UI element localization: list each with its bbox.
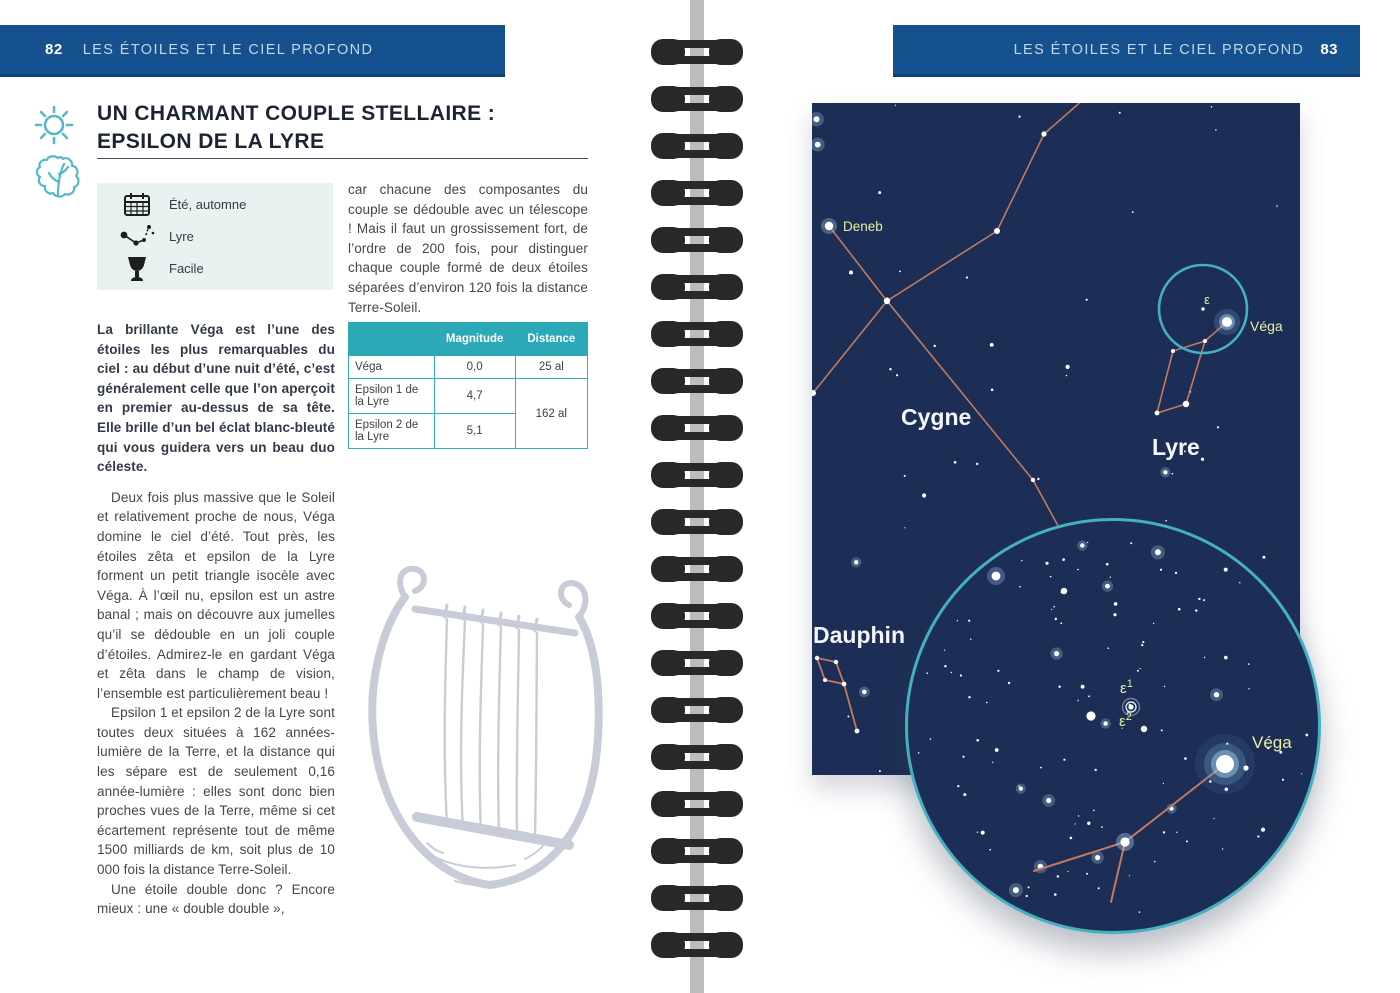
table-cell-name: Véga	[349, 356, 435, 379]
info-box	[97, 183, 333, 290]
paragraph-5: car chacune des composantes du couple se dédouble avec un télescope ! Mais il faut un grossissement fort, de l’ordre de 200 fois, pour distinguer chaque couple formé de deux étoiles séparées d’environ 120 fois la distance Terre-Soleil.	[348, 182, 588, 315]
info-row-season	[119, 189, 333, 219]
left-page-header	[0, 25, 505, 77]
season-label: Été, automne	[169, 196, 247, 212]
binding-coil	[650, 506, 744, 538]
binding-coil	[650, 788, 744, 820]
binding-coil	[650, 553, 744, 585]
inset-named-stars	[987, 567, 1255, 851]
binding-coil	[650, 36, 744, 68]
table-cell-magnitude: 0,0	[434, 356, 515, 379]
calendar-icon	[119, 191, 155, 217]
binding-coil	[650, 600, 744, 632]
left-page-number: 82	[45, 41, 63, 58]
dauphin-label: Dauphin	[813, 622, 905, 648]
table-cell-distance: 25 al	[515, 356, 587, 379]
article-title	[97, 100, 577, 156]
table-row	[349, 379, 588, 414]
table-header-empty	[349, 323, 435, 356]
info-row-difficulty	[119, 254, 333, 284]
vega-inset-label: Véga	[1252, 733, 1292, 752]
binding-coil	[650, 694, 744, 726]
table-cell-name: Epsilon 1 de la Lyre	[349, 379, 435, 414]
binding-coil	[650, 835, 744, 867]
epsilon-label: ε	[1204, 292, 1210, 307]
lyre-illustration	[335, 525, 635, 920]
table-cell-magnitude: 5,1	[434, 414, 515, 449]
table-header-distance: Distance	[515, 323, 587, 356]
left-header-title: LES ÉTOILES ET LE CIEL PROFOND	[82, 41, 374, 58]
paragraph-4: Une étoile double donc ? Encore mieux : une « double double »,	[97, 881, 335, 917]
binding-coil	[650, 271, 744, 303]
difficulty-label: Facile	[169, 261, 204, 277]
binding-coil	[650, 318, 744, 350]
info-row-constellation	[119, 222, 333, 252]
binding-coil	[650, 647, 744, 679]
paragraph-3: Epsilon 1 et epsilon 2 de la Lyre sont toutes deux situées à 162 années-lumière de la Terre, et la distance qui les sépare est de seulement 0,16 année-lumière : elles sont donc bien proches vues de la Terre, même si cet écartement représente tout de même 1500 milliards de km, soit plus de 10 000 fois la distance Terre-Soleil.	[97, 705, 335, 878]
table-header-magnitude: Magnitude	[434, 323, 515, 356]
trophy-icon	[119, 255, 155, 283]
table-cell-distance: 162 al	[515, 379, 587, 449]
title-rule	[97, 158, 588, 159]
spiral-binding	[640, 0, 760, 993]
binding-coil	[650, 365, 744, 397]
vega-label: Véga	[1250, 318, 1283, 334]
sun-icon	[30, 100, 78, 153]
binding-coil	[650, 741, 744, 773]
right-header-title: LES ÉTOILES ET LE CIEL PROFOND	[1013, 41, 1305, 58]
text-column-1	[97, 320, 335, 919]
binding-coil	[650, 130, 744, 162]
epsilon2-label: $\varepsilon^2$	[1119, 711, 1132, 730]
lead-paragraph: La brillante Véga est l’une des étoiles les plus remarquables du ciel : au début d’une nuit d’été, c’est généralement celle que l’on aperçoit en premier au-dessus de sa tête. Elle brille d’un bel éclat blanc-bleuté qui vous guidera vers un beau duo céleste.	[97, 322, 335, 475]
inset-star-field	[918, 540, 1308, 913]
binding-coil	[650, 929, 744, 961]
inset-constellation-lines	[1034, 764, 1225, 902]
binding-coil	[650, 882, 744, 914]
table-row	[349, 356, 588, 379]
table-cell-name: Epsilon 2 de la Lyre	[349, 414, 435, 449]
epsilon1-label: $\varepsilon^1$	[1120, 678, 1133, 697]
article-title-line1: UN CHARMANT COUPLE STELLAIRE :	[97, 102, 496, 125]
binding-coil	[650, 83, 744, 115]
text-column-2	[348, 180, 588, 317]
right-page-header	[893, 25, 1360, 77]
deneb-label: Deneb	[843, 219, 883, 234]
constellation-label: Lyre	[169, 229, 194, 244]
constellation-icon	[119, 223, 155, 251]
binding-coil	[650, 224, 744, 256]
right-page-number: 83	[1320, 41, 1338, 58]
table-cell-magnitude: 4,7	[434, 379, 515, 414]
binding-coil	[650, 177, 744, 209]
lyre-label: Lyre	[1152, 434, 1200, 460]
leaf-icon	[34, 152, 82, 207]
table-header-row	[349, 323, 588, 356]
binding-coil	[650, 412, 744, 444]
paragraph-2: Deux fois plus massive que le Soleil et relativement proche de nous, Véga domine le ciel d’été. Tout près, les étoiles zêta et epsilon de la Lyre forment un petit triangle isocèle avec Véga. À l’œil nu, epsilon est un astre banal ; mais on découvre aux jumelles qu’il se dédouble en un joli couple d’étoiles. Admirez-le en gardant Véga et zêta dans le champ de vision, l’ensemble est particulièrement beau !	[97, 489, 335, 701]
article-title-line2: EPSILON DE LA LYRE	[97, 130, 325, 153]
binding-coil	[650, 459, 744, 491]
cygne-label: Cygne	[901, 404, 972, 430]
magnified-inset	[905, 518, 1321, 934]
magnitude-table	[348, 322, 588, 449]
